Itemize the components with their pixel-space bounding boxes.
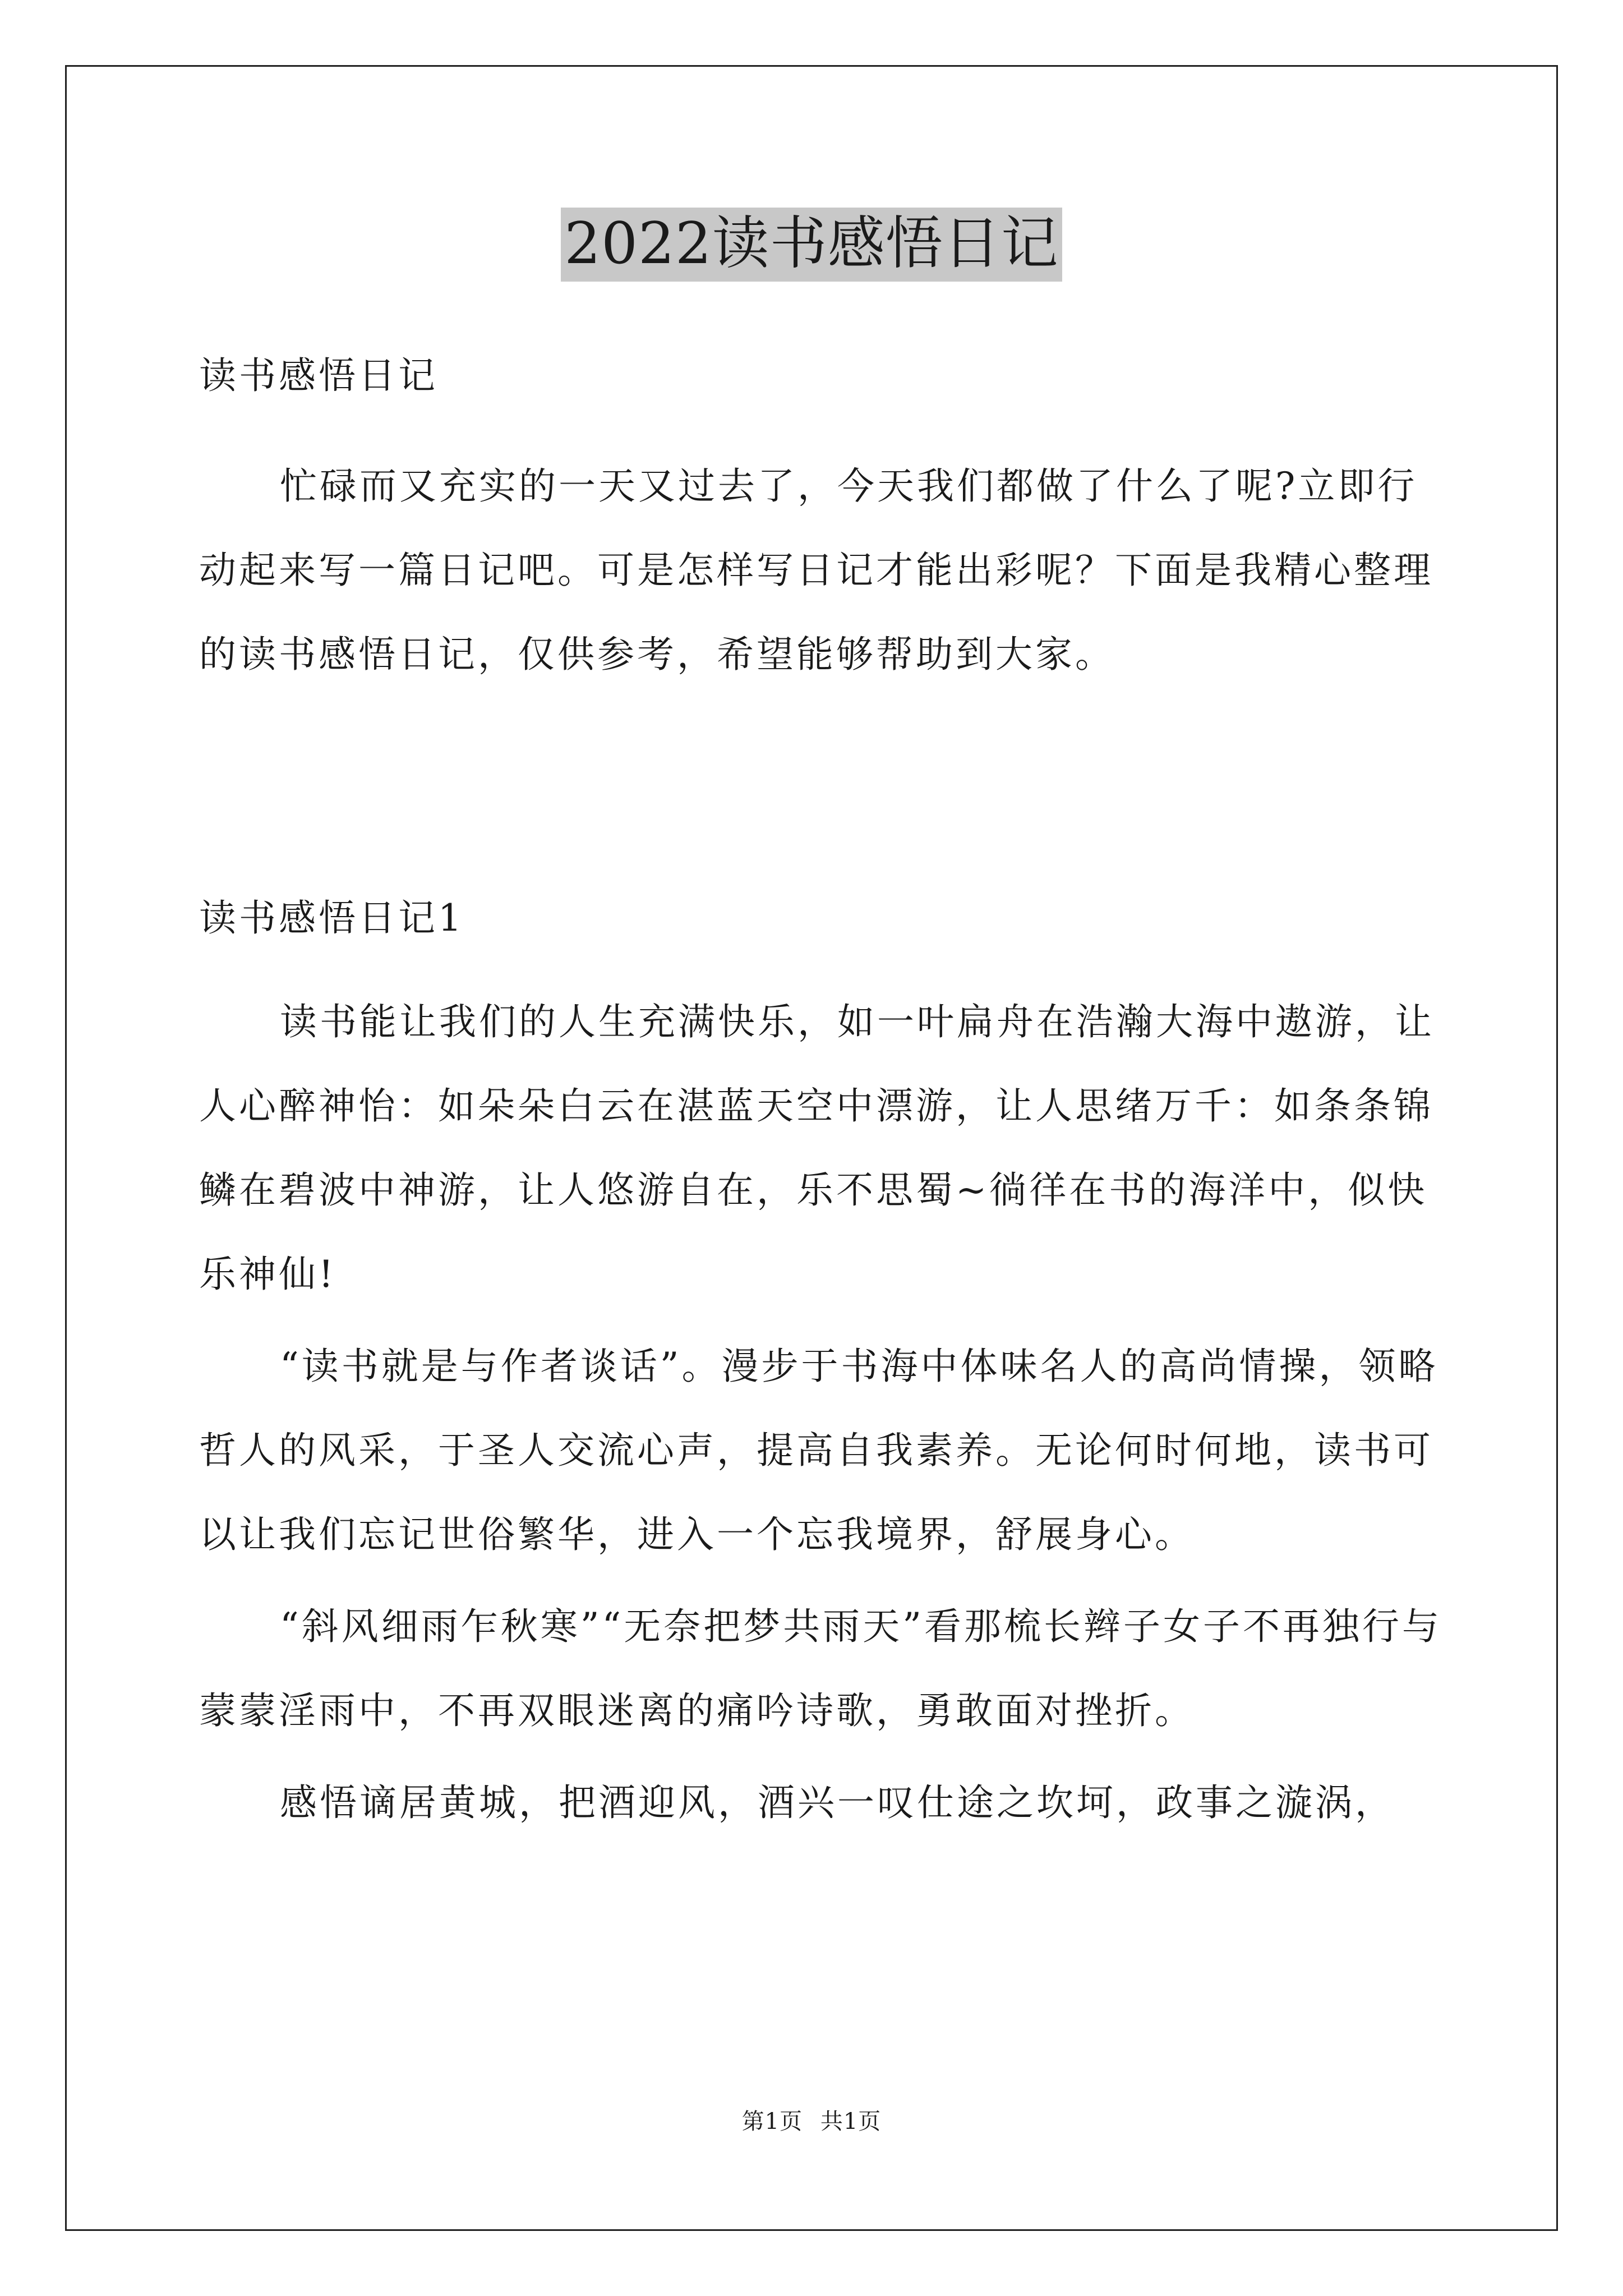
section-1: [199, 879, 1450, 958]
section-heading: 读书感悟日记1: [199, 896, 464, 940]
paragraph: “读书就是与作者谈话”。漫步于书海中体味名人的高尚情操，领略哲人的风采，于圣人交流心声，提高自我素养。无论何时何地，读书可以让我们忘记世俗繁华，进入一个忘我境界，舒展身心。: [199, 1345, 1438, 1556]
paragraph: 读书能让我们的人生充满快乐，如一叶扁舟在浩瀚大海中遨游，让人心醉神怡：如朵朵白云在湛蓝天空中漂游，让人思绪万千：如条条锦鳞在碧波中神游，让人悠游自在，乐不思蜀~徜徉在书的海洋中，似快乐神仙!: [199, 1000, 1435, 1296]
page-footer: 第1页 共1页: [741, 2109, 882, 2134]
intro-section: [199, 337, 1450, 415]
document-title: 2022读书感悟日记: [561, 208, 1062, 282]
intro-heading: 读书感悟日记: [199, 354, 438, 397]
paragraph: 感悟谪居黄城，把酒迎风，酒兴一叹仕途之坎坷，政事之漩涡，: [280, 1781, 1395, 1824]
section-1-body: [199, 980, 1450, 1845]
paragraph: “斜风细雨乍秋寒”“无奈把梦共雨天”看那梳长辫子女子不再独行与蒙蒙淫雨中，不再双眼迷离的痛吟诗歌，勇敢面对挫折。: [199, 1605, 1442, 1732]
intro-body: [199, 444, 1450, 697]
intro-paragraph: 忙碌而又充实的一天又过去了，今天我们都做了什么了呢?立即行动起来写一篇日记吧。可是怎样写日记才能出彩呢？下面是我精心整理的读书感悟日记，仅供参考，希望能够帮助到大家。: [199, 464, 1433, 676]
title-container: [0, 208, 1623, 282]
